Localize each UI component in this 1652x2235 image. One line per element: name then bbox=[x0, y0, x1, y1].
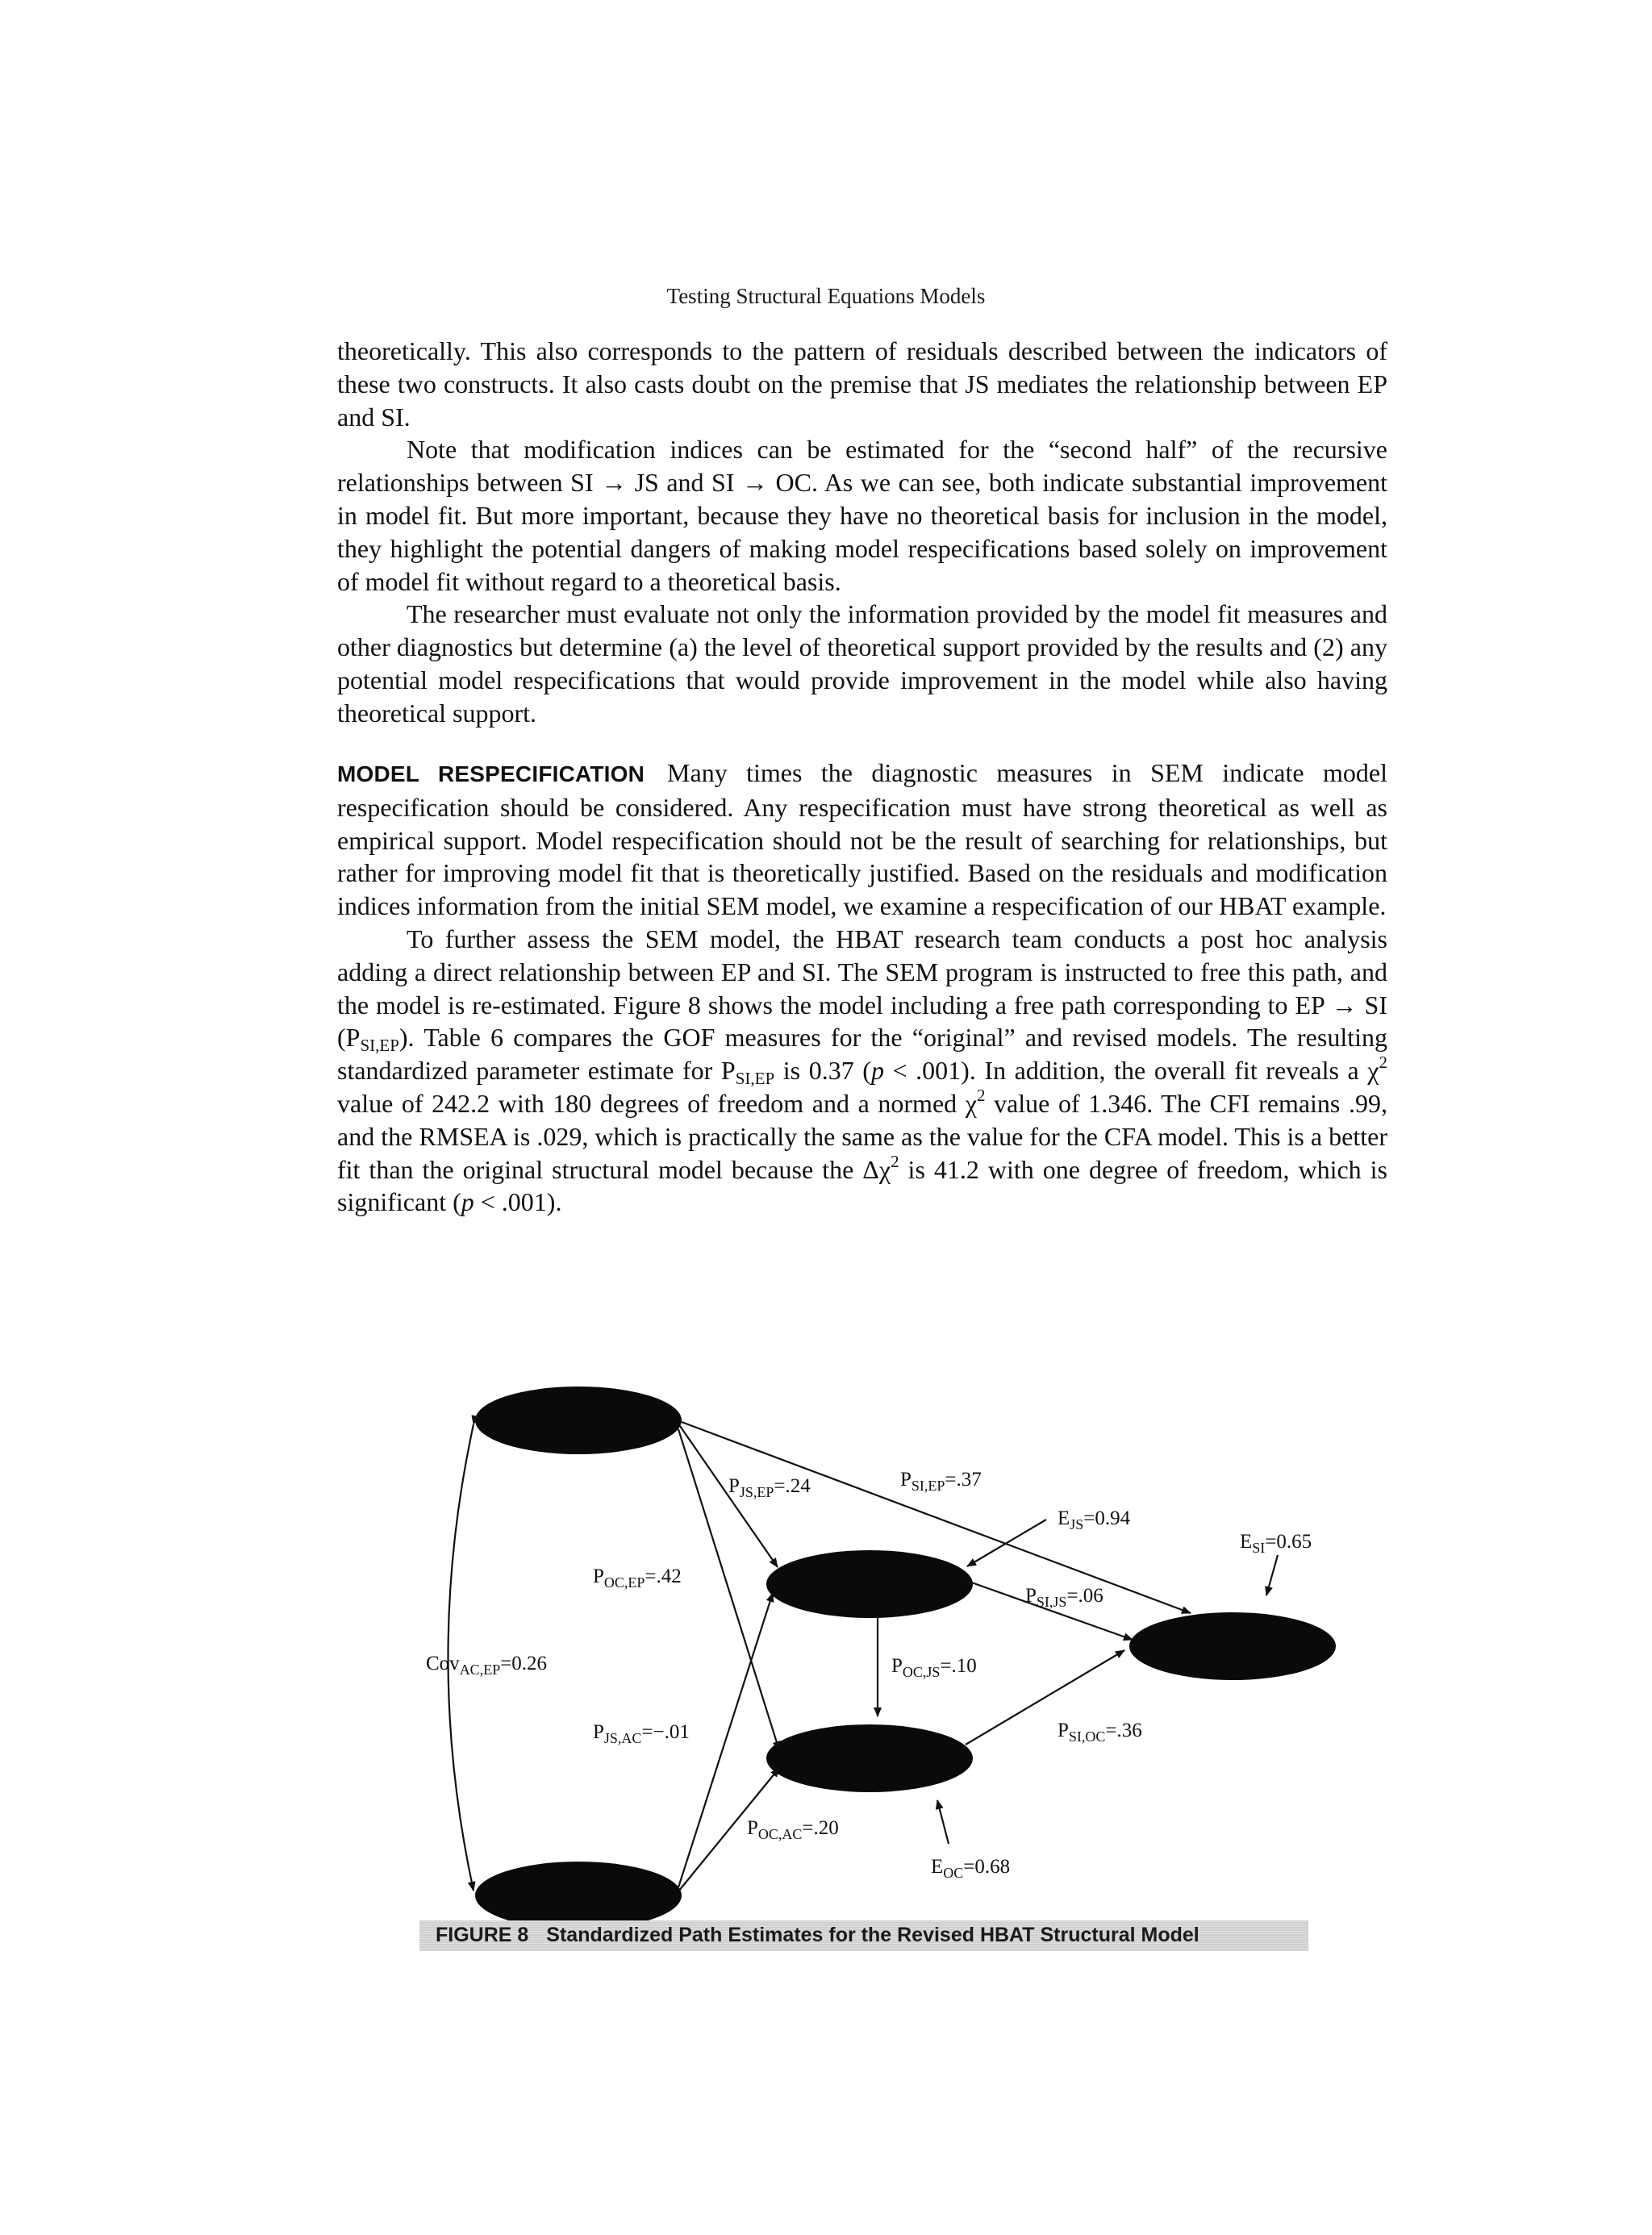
label-p-oc-ep: $P_{OC,EP}=.42$ bbox=[593, 1566, 682, 1591]
italic-p: p bbox=[461, 1187, 474, 1217]
label-p-si-oc: $P_{SI,OC}=.36$ bbox=[1058, 1720, 1142, 1745]
figure-caption bbox=[436, 1924, 1199, 1947]
label-e-si: $E_{SI}=0.65$ bbox=[1240, 1531, 1312, 1556]
label-p-oc-ac: $P_{OC,AC}=.20$ bbox=[747, 1817, 839, 1842]
label-cov-ac-ep: Cov$_{AC,EP}$=0.26 bbox=[426, 1653, 548, 1678]
path-ac-to-js bbox=[678, 1593, 773, 1887]
construct-js-node bbox=[766, 1550, 973, 1618]
paragraph-5-run: To further assess the SEM model, the HBAT research team conducts a post hoc analysis adding a direct relationship between EP and SI. The SEM program is instructed to free this path, and the model is re-estimated. Figure 8 shows the model including a free path corresponding to EP → SI (P bbox=[337, 924, 1387, 1053]
label-e-js: $E_{JS}=0.94$ bbox=[1058, 1507, 1131, 1532]
construct-ac-node bbox=[475, 1862, 682, 1929]
label-p-si-js: $P_{SI,JS}=.06$ bbox=[1025, 1585, 1103, 1610]
subscript: SI,EP bbox=[735, 1069, 775, 1089]
paragraph-3: The researcher must evaluate not only the information provided by the model fit measures and other diagnostics but determine (a) the level of theoretical support provided by the results and (2) any potential model respecifications that would provide improvement in the model while also having theoretical support. bbox=[337, 599, 1387, 728]
error-oc-arrow bbox=[937, 1800, 949, 1844]
label-e-oc: $E_{OC}=0.68$ bbox=[931, 1856, 1011, 1881]
italic-p: p bbox=[870, 1056, 884, 1086]
paragraph-5-run: ). Table 6 compares the GOF measures for the “original” and revised models. The resulting standardized parameter estimate for P bbox=[337, 1023, 1387, 1086]
paragraph-4-text: Many times the diagnostic measures in SEM indicate model respecification should be considered. Any respecification must have strong theoretical as well as empirical support. Model respecification should not be the result of searching for relationships, but rather for improving model fit that is theoretically justified. Based on the residuals and modification indices information from the initial SEM model, we examine a respecification of our HBAT example. bbox=[337, 758, 1387, 921]
section-heading: MODEL RESPECIFICATION bbox=[337, 761, 645, 786]
paragraph-5-run: is 0.37 ( bbox=[774, 1056, 871, 1086]
label-p-si-ep: $P_{SI,EP}=.37$ bbox=[900, 1469, 982, 1494]
paragraph-2: Note that modification indices can be estimated for the “second half” of the recursive relationships between SI → JS and SI → OC. As we can see, both indicate substantial improvement in model fit. But more important, because they have no theoretical basis for inclusion in the model, they highlight the potential dangers of making model respecifications based solely on improvement of model fit without regard to a theoretical basis. bbox=[337, 435, 1387, 596]
construct-ep-node bbox=[475, 1386, 682, 1454]
superscript: 2 bbox=[1379, 1053, 1387, 1073]
superscript: 2 bbox=[891, 1151, 899, 1171]
running-head: Testing Structural Equations Models bbox=[666, 284, 986, 308]
superscript: 2 bbox=[976, 1085, 986, 1105]
label-p-oc-js: $P_{OC,JS}=.10$ bbox=[891, 1655, 977, 1680]
figure-number: FIGURE 8 bbox=[436, 1924, 529, 1946]
label-p-js-ac: $P_{JS,AC}=-.01$ bbox=[593, 1721, 690, 1746]
paragraph-5-run: value of 242.2 with 180 degrees of freedom and a normed χ bbox=[337, 1088, 977, 1118]
paragraph-5-run: < .001). bbox=[473, 1187, 562, 1217]
paragraph-5-run: < .001). In addition, the overall fit reveals a χ bbox=[883, 1056, 1379, 1086]
paragraph-5-run: value of 1.346. The CFI remains .99, and the RMSEA is .029, which is practically the same as the value for the CFA model. This is a better fit than the original structural model because the Δχ bbox=[337, 1088, 1388, 1184]
figure-title: Standardized Path Estimates for the Revised HBAT Structural Model bbox=[546, 1924, 1199, 1946]
error-si-arrow bbox=[1266, 1555, 1278, 1595]
construct-si-node bbox=[1129, 1612, 1336, 1680]
paragraph-5-run: is 41.2 with one degree of freedom, which is significant ( bbox=[337, 1154, 1388, 1217]
label-p-js-ep: $P_{JS,EP}=.24$ bbox=[728, 1475, 811, 1500]
paragraph-1: theoretically. This also corresponds to the pattern of residuals described between the indicators of these two constructs. It also casts doubt on the premise that JS mediates the relationship between EP and SI. bbox=[337, 336, 1387, 432]
path-js-to-si bbox=[965, 1580, 1133, 1640]
error-js-arrow bbox=[967, 1520, 1046, 1566]
subscript: SI,EP bbox=[360, 1036, 399, 1056]
construct-oc-node bbox=[766, 1724, 973, 1792]
